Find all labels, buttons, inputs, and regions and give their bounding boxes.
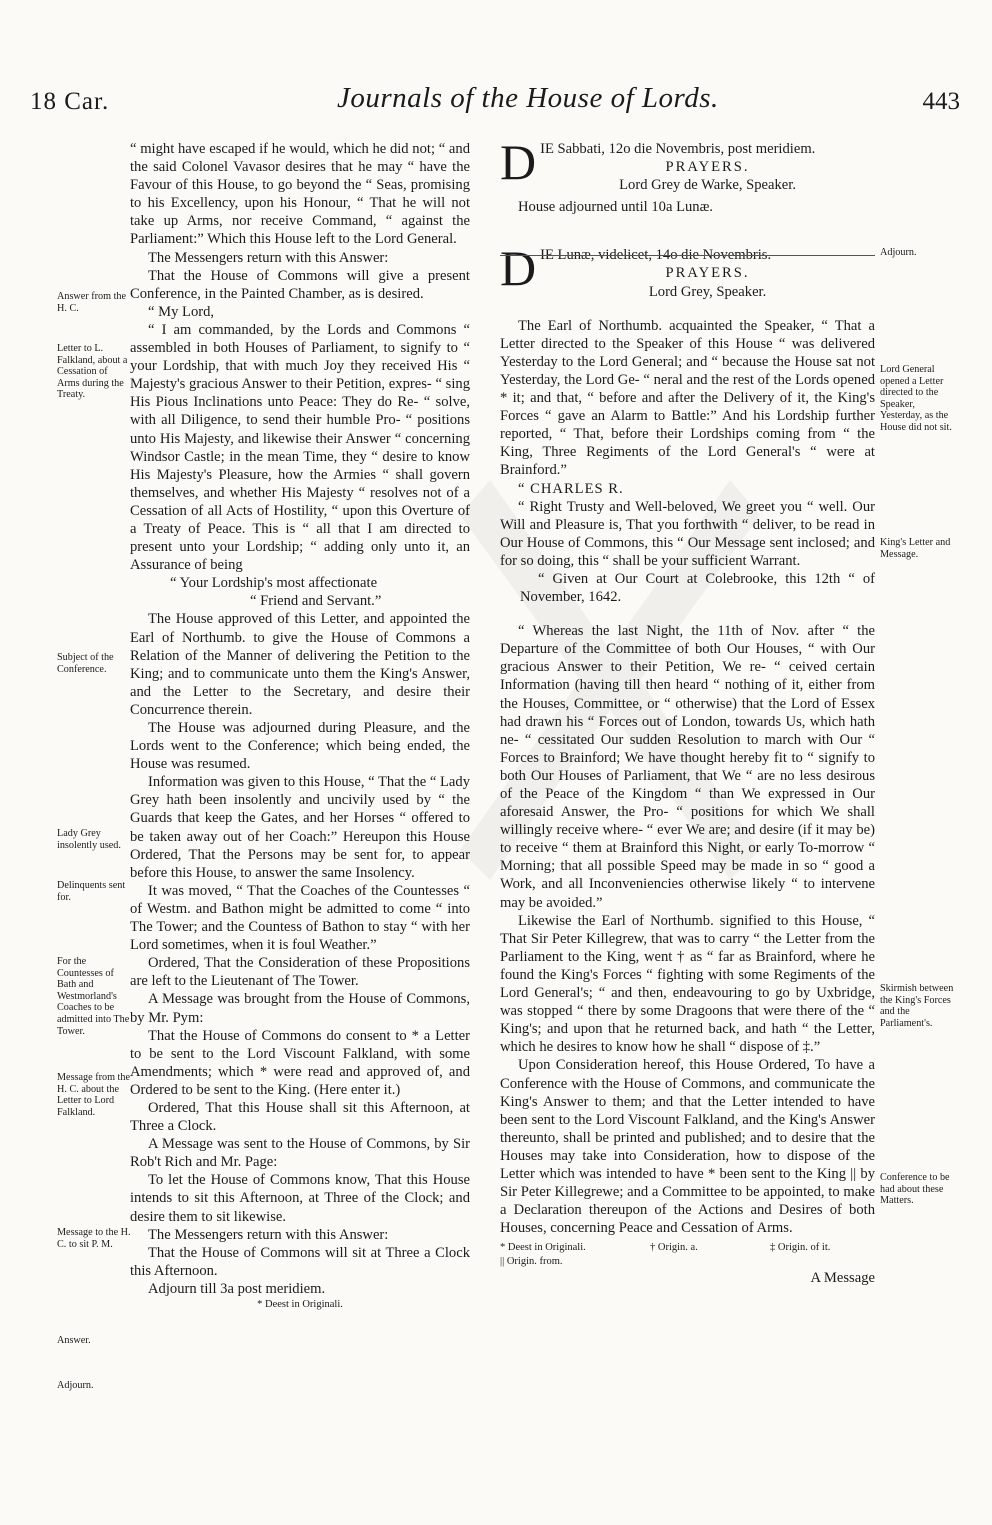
page-header [30,82,960,122]
margin-note: Adjourn. [880,247,917,258]
paragraph: “ might have escaped if he would, which he did not; “ and the said Colonel Vavasor desires that he may “ have the Favour of this House, to go beyond the “ Seas, promising to his Excellency, upon his Honour, “ That he will not take up Arms, nor receive Command, “ against the Parliament:” Which this House left to the Lord General. [130,141,470,248]
margin-note: Conference to be had about these Matters. [880,1172,950,1207]
section-divider [500,255,875,256]
margin-note: Skirmish between the King's Forces and the Parliament's. [880,983,954,1029]
margin-note: Message to the H. C. to sit P. M. [57,1227,131,1250]
paragraph: Ordered, That the Consideration of these Propositions are left to the Lieutenant of The Tower. [130,955,470,990]
margin-note: For the Countesses of Bath and Westmorland's Coaches to be admitted into The Tower. [57,956,130,1037]
paragraph: “ Right Trusty and Well-beloved, We greet you “ well. Our Will and Pleasure is, That you forthwith “ deliver, to be read in Our House of Commons, this “ Our Message sent inclosed; and for so doing, this “ shall be your sufficient Warrant. [500,498,875,569]
footnote: † Origin. a. [650,1242,698,1254]
paragraph: The House was adjourned during Pleasure, and the Lords went to the Conference; which being ended, the House was resumed. [130,720,470,773]
margin-note: King's Letter and Message. [880,537,951,560]
paragraph: A Message was sent to the House of Commons, by Sir Rob't Rich and Mr. Page: [130,1136,470,1171]
prayers-heading: PRAYERS. [665,159,750,176]
footnote: * Deest in Originali. [500,1242,586,1254]
letter-signature: “ Friend and Servant.” [250,593,382,610]
letter-closing: “ Your Lordship's most affectionate [170,575,378,592]
margin-note: Letter to L. Falkland, about a Cessation of Arms during the Treaty. [57,343,128,401]
paragraph: The Messengers return with this Answer: [148,1226,389,1243]
footnotes [500,1241,875,1269]
drop-cap: D [500,240,537,297]
paragraph: To let the House of Commons know, That this House intends to sit this Afternoon, at Three of the Clock; and desire them to sit likewise. [130,1172,470,1225]
paragraph: Information was given to this House, “ That the “ Lady Grey hath been insolently and uncivily used by “ the Guards that keep the Gates, and her Horses “ offered to be taken away out of her Coach:” Hereupon this House Ordered, That the Persons may be sent for, to appear before this House, to answer the same Insolency. [130,774,470,881]
prayers-heading: PRAYERS. [665,265,750,282]
margin-note: Subject of the Conference. [57,652,114,675]
right-column [500,134,875,1287]
entry-date: IE Lunæ, videlicet, 14o die Novembris. [540,247,772,264]
paragraph: That the House of Commons do consent to * a Letter to be sent to the Lord Viscount Falkland, with some Amendments; which * were read and approved of, and Ordered to be sent to the King. (Here enter it.) [130,1027,470,1098]
entry-date: IE Sabbati, 12o die Novembris, post meridiem. [540,141,816,157]
king-signature: “ CHARLES R. [518,480,624,497]
speaker-line: Lord Grey, Speaker. [648,283,767,300]
paragraph: “ Given at Our Court at Colebrooke, this 12th “ of November, 1642. [520,570,875,606]
speaker-line: Lord Grey de Warke, Speaker. [619,177,796,194]
margin-note: Lord General opened a Letter directed to the Speaker, Yesterday, as the House did not sit. [880,364,952,433]
paragraph: It was moved, “ That the Coaches of the Countesses “ of Westm. and Bathon might be admitted to come “ into The Tower; and the Countess of Bathon to stay “ with her Lord sometimes, when it is foul Weather.” [130,882,470,954]
adjournment-line: House adjourned until 10a Lunæ. [518,199,713,216]
margin-note: Delinquents sent for. [57,880,126,903]
paragraph: The Earl of Northumb. acquainted the Speaker, “ That a Letter directed to the Speaker of this House “ was delivered Yesterday to the Lord General; and “ because the House sat not Yesterday, the Lord Ge- “ neral and the rest of the Lords opened * it; and that, “ before and after the Delivery of it, the King's Forces “ gave an Alarm to Battle:” And his Lordship further reported, “ That, before their Lordships coming from “ the King, Three Regiments of the Lord General's “ were at Brainford.” [500,317,875,479]
paragraph: That the House of Commons will give a present Conference, in the Painted Chamber, as is desired. [130,267,470,302]
footnote-row [500,1241,875,1255]
left-column [130,140,470,1312]
paragraph: Ordered, That this House shall sit this Afternoon, at Three a Clock. [130,1099,470,1135]
footnote: * Deest in Originali. [257,1299,343,1310]
paragraph: A Message was brought from the House of Commons, by Mr. Pym: [130,991,470,1026]
running-head-title: Journals of the House of Lords. [337,82,719,114]
paragraph: That the House of Commons will sit at Three a Clock this Afternoon. [130,1244,470,1279]
paragraph: Adjourn till 3a post meridiem. [148,1280,326,1297]
paragraph: “ Whereas the last Night, the 11th of Nov. after “ the Departure of the Committee of both Our Houses, “ with Our gracious Answer to their Petition, We re- “ ceived certain Information (having till then heard “ nothing of it, either from the Houses, Committee, or “ otherwise) that the Lord of Essex had drawn his “ Forces out of London, towards Us, which hath ne- “ cessitated Our sudden Resolution to march with Our “ Forces to Brainford; We have thought hereby fit to “ signify to both Our Houses of Parliament, that We “ are no less desirous of the Peace of the Kingdom “ than We expressed in Our aforesaid Answer, the Pro- “ positions for which We shall willingly receive where- “ ever We are; and desire (if it may be) to receive “ them at Brainford this Night, or early To-morrow “ Morning; that all possible Speed may be made in so “ good a Work, and all Inconveniencies otherwise likely “ to intervene may be avoided.” [500,623,875,911]
footnote: || Origin. from. [500,1256,563,1268]
paragraph: The House approved of this Letter, and appointed the Earl of Northumb. to give the House of Commons a Relation of the Manner of delivering the Petition to the King; and to communicate unto them the King's Answer, and the Letter to the Secretary, and desire their Concurrence therein. [130,611,470,718]
drop-cap: D [500,134,537,190]
footnote: ‡ Origin. of it. [770,1242,831,1254]
letter-body: “ I am commanded, by the Lords and Commons “ assembled in both Houses of Parliament, to signify to “ your Lordship, that with much Joy they received His “ Majesty's gracious Answer to their Petition, expres- “ sing His Pious Inclinations unto Peace: They do Re- “ solve, with all Diligence, to send their humble Pro- “ positions unto His Majesty, and likewise their Answer “ concerning Windsor Castle; in the mean Time, they “ desire to know His Majesty's Pleasure, how the Armies “ shall govern themselves, and whether His Majesty “ resolves not of a Cessation of all Acts of Hostility, “ upon this Overture of a Treaty of Peace. This is “ all that I am directed to present unto your Lordship; “ adding only unto it, an Assurance of being [130,321,470,574]
letter-salutation: “ My Lord, [148,303,215,320]
page-number: 443 [922,88,960,115]
paragraph: Upon Consideration hereof, this House Ordered, To have a Conference with the House of Commons, and communicate the King's Answer to them; and that the Letter intended to have been sent to the Lord Viscount Falkland, and the King's Answer thereunto, shall be printed and published; and to desire that the Houses may take into Consideration, how to dispose of the Letter which was intended to have * been sent to the King || by Sir Peter Killegrewe; and a Committee to be appointed, to make a Declaration thereupon of the Actions and Desires of both Houses, concerning Peace and Cessation of Arms. [500,1057,875,1237]
margin-note: Adjourn. [57,1380,94,1391]
catchword: A Message [810,1270,875,1287]
running-head-reign: 18 Car. [30,88,110,115]
margin-note: Answer from the H. C. [57,291,127,314]
paragraph: The Messengers return with this Answer: [148,249,389,266]
margin-note: Lady Grey insolently used. [57,828,121,851]
paragraph: Likewise the Earl of Northumb. signified to this House, “ That Sir Peter Killegrew, that was to carry “ the Letter from the Parliament to the King, went † as “ far as Brainford, where he found the King's Forces “ fighting with some Regiments of the Lord General's; “ and then, endeavouring to go by Uxbridge, was stopped “ there by some Dragoons that were there of the “ King's; and upon that he returned back, and hath “ the Letter, which he desires to know how he shall “ dispose of ‡.” [500,912,875,1056]
margin-note: Message from the H. C. about the Letter to Lord Falkland. [57,1072,130,1118]
margin-note: Answer. [57,1335,91,1346]
